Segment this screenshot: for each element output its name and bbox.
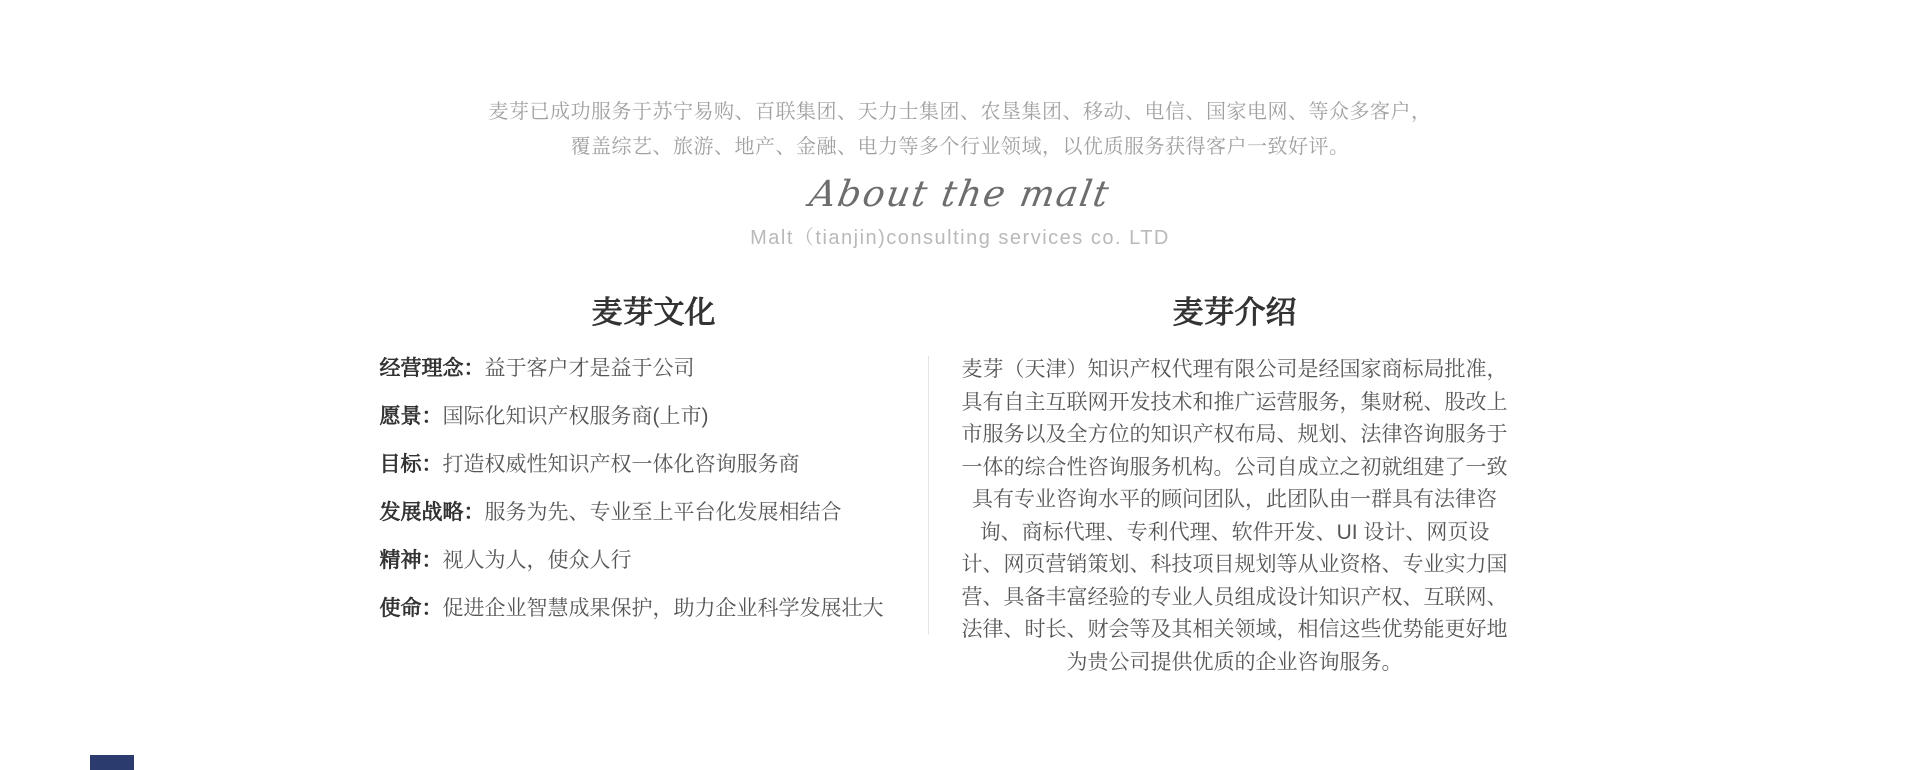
culture-item	[380, 548, 928, 573]
about-paragraph: 麦芽（天津）知识产权代理有限公司是经国家商标局批准，具有自主互联网开发技术和推广运营服务，集财税、股改上市服务以及全方位的知识产权布局、规划、法律咨询服务于一体的综合性咨询服务机构。公司自成立之初就组建了一致具有专业咨询水平的顾问团队，此团队由一群具有法律咨询、商标代理、专利代理、软件开发、UI 设计、网页设计、网页营销策划、科技项目规划等从业资格、专业实力国营、具备丰富经验的专业人员组成设计知识产权、互联网、法律、时长、财会等及其相关领域，相信这些优势能更好地为贵公司提供优质的企业咨询服务。	[961, 358, 1508, 674]
culture-list	[380, 356, 928, 621]
culture-heading: 麦芽文化	[591, 295, 716, 330]
culture-column	[380, 296, 928, 679]
culture-item-value: 国际化知识产权服务商(上市)	[442, 405, 709, 428]
culture-item-value: 益于客户才是益于公司	[484, 357, 695, 380]
culture-item	[380, 452, 928, 477]
culture-item-value: 打造权威性知识产权一体化咨询服务商	[442, 453, 800, 476]
culture-item-label: 愿景：	[379, 405, 443, 428]
culture-item-label: 精神：	[379, 549, 443, 572]
culture-item-label: 目标：	[379, 453, 443, 476]
content-columns	[0, 296, 1920, 679]
culture-item	[380, 596, 928, 621]
culture-item	[380, 500, 928, 525]
script-signature-title: About the malt	[806, 174, 1114, 215]
company-english-name: Malt（tianjin)consulting services co. LTD	[750, 227, 1170, 249]
culture-item-value: 视人为人，使众人行	[442, 549, 632, 572]
culture-item-value: 服务为先、专业至上平台化发展相结合	[484, 501, 842, 524]
culture-item-value: 促进企业智慧成果保护，助力企业科学发展壮大	[442, 597, 884, 620]
culture-item	[380, 356, 928, 381]
about-heading: 麦芽介绍	[1172, 295, 1297, 330]
culture-item	[380, 404, 928, 429]
culture-item-label: 使命：	[379, 597, 443, 620]
culture-item-label: 经营理念：	[379, 357, 485, 380]
clients-line-1: 麦芽已成功服务于苏宁易购、百联集团、天力士集团、农垦集团、移动、电信、国家电网、等众多客户，	[488, 101, 1432, 123]
culture-item-label: 发展战略：	[379, 501, 485, 524]
about-column	[929, 296, 1541, 679]
intro-section	[0, 0, 1920, 250]
bottom-dark-bar	[90, 755, 134, 770]
clients-line-2: 覆盖综艺、旅游、地产、金融、电力等多个行业领域，以优质服务获得客户一致好评。	[570, 136, 1350, 158]
